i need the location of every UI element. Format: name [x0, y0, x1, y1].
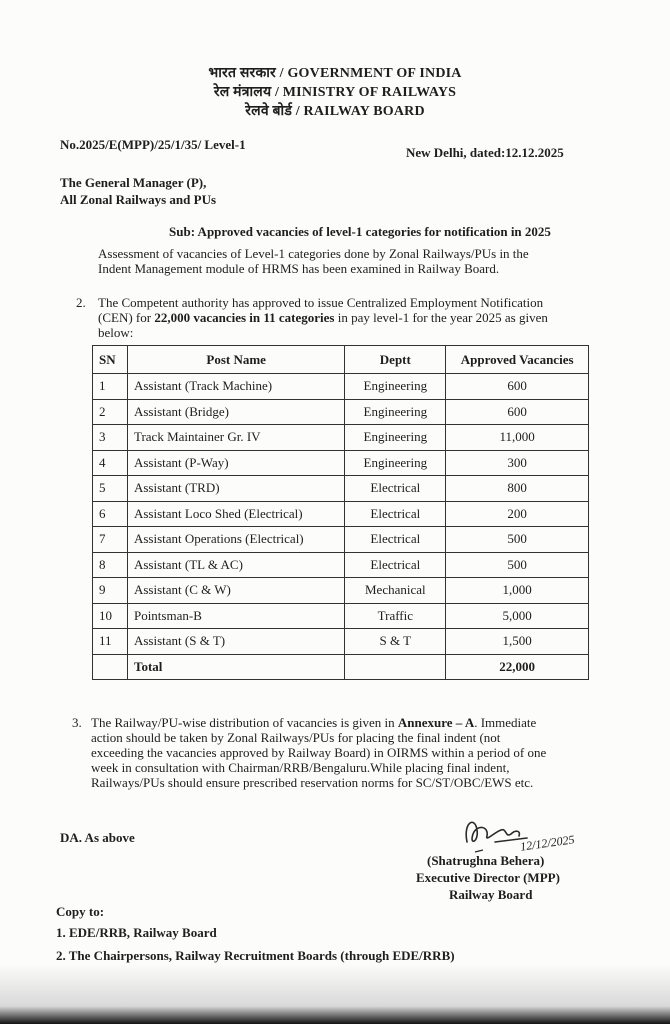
- row-vacancies: 11,000: [446, 425, 589, 451]
- row-post-name: Assistant (P-Way): [127, 450, 344, 476]
- paragraph-1-line-2: Indent Management module of HRMS has been examined in Railway Board.: [98, 261, 500, 276]
- paragraph-2-line-1: The Competent authority has approved to issue Centralized Employment Notification: [98, 295, 544, 310]
- row-sn: 8: [93, 552, 128, 578]
- row-deptt: Engineering: [345, 374, 446, 400]
- paragraph-3-line-1: [91, 715, 546, 730]
- row-deptt: Engineering: [345, 450, 446, 476]
- paragraph-2-line-2: [98, 310, 548, 325]
- paragraph-2-text: (CEN) for: [98, 310, 155, 325]
- row-post-name: Track Maintainer Gr. IV: [127, 425, 344, 451]
- table-row: [93, 603, 589, 629]
- table-row: [93, 450, 589, 476]
- subject-line: Sub: Approved vacancies of level-1 categories for notification in 2025: [169, 224, 551, 239]
- reference-number: No.2025/E(MPP)/25/1/35/ Level-1: [60, 137, 246, 152]
- row-vacancies: 5,000: [446, 603, 589, 629]
- row-sn: 11: [93, 629, 128, 655]
- row-deptt: Engineering: [345, 425, 446, 451]
- row-sn: 7: [93, 527, 128, 553]
- row-post-name: Assistant Operations (Electrical): [127, 527, 344, 553]
- row-post-name: Assistant (TRD): [127, 476, 344, 502]
- row-vacancies: 600: [446, 399, 589, 425]
- row-vacancies: 800: [446, 476, 589, 502]
- row-deptt: Mechanical: [345, 578, 446, 604]
- table-row: [93, 425, 589, 451]
- paragraph-3-text: The Railway/PU-wise distribution of vacancies is given in: [91, 715, 398, 730]
- row-sn: 3: [93, 425, 128, 451]
- row-post-name: Assistant (S & T): [127, 629, 344, 655]
- paragraph-3-text-end: . Immediate: [474, 715, 537, 730]
- row-sn: 9: [93, 578, 128, 604]
- table-row: [93, 501, 589, 527]
- table-row: [93, 399, 589, 425]
- header-board: रेलवे बोर्ड / RAILWAY BOARD: [245, 104, 425, 119]
- table-body: [93, 374, 589, 655]
- signatory-office: Railway Board: [449, 887, 533, 902]
- paragraph-1-line-1: Assessment of vacancies of Level-1 categories done by Zonal Railways/PUs in the: [98, 246, 529, 261]
- table-row: [93, 552, 589, 578]
- table-row: [93, 476, 589, 502]
- header-deptt: Deptt: [345, 346, 446, 374]
- signature-date: 12/12/2025: [519, 832, 576, 854]
- paragraph-3-number: 3.: [72, 715, 82, 730]
- total-dept-cell: [345, 654, 446, 680]
- header-post-name: Post Name: [127, 346, 344, 374]
- scan-shadow: [0, 964, 670, 1024]
- row-vacancies: 500: [446, 552, 589, 578]
- copy-to-heading: Copy to:: [56, 904, 105, 919]
- annexure-reference: Annexure – A: [397, 715, 475, 730]
- vacancies-table: [92, 345, 589, 680]
- row-deptt: Electrical: [345, 552, 446, 578]
- total-sn-cell: [93, 654, 128, 680]
- header-ministry: रेल मंत्रालय / MINISTRY OF RAILWAYS: [213, 85, 457, 100]
- enclosure-note: DA. As above: [60, 830, 135, 845]
- paragraph-2-number: 2.: [76, 295, 86, 310]
- paragraph-3-line-5: Railways/PUs should ensure prescribed reservation norms for SC/ST/OBC/EWS etc.: [91, 775, 534, 790]
- table-row: [93, 374, 589, 400]
- row-vacancies: 200: [446, 501, 589, 527]
- row-sn: 5: [93, 476, 128, 502]
- row-vacancies: 600: [446, 374, 589, 400]
- row-post-name: Assistant (C & W): [127, 578, 344, 604]
- row-vacancies: 1,500: [446, 629, 589, 655]
- addressee-line-1: The General Manager (P),: [60, 175, 207, 190]
- paragraph-3-line-2: action should be taken by Zonal Railways/PUs for placing the final indent (not: [91, 730, 501, 745]
- paragraph-3-line-3: exceeding the vacancies approved by Railway Board) in OIRMS within a period of one: [91, 745, 547, 760]
- paragraph-2: [98, 295, 548, 340]
- row-sn: 6: [93, 501, 128, 527]
- paragraph-3: [91, 715, 546, 790]
- row-vacancies: 300: [446, 450, 589, 476]
- table-row: [93, 527, 589, 553]
- paragraph-1: [98, 246, 529, 276]
- row-vacancies: 1,000: [446, 578, 589, 604]
- paragraph-2-text-end: in pay level-1 for the year 2025 as given: [334, 310, 548, 325]
- row-deptt: Traffic: [345, 603, 446, 629]
- row-sn: 1: [93, 374, 128, 400]
- row-sn: 2: [93, 399, 128, 425]
- row-deptt: Engineering: [345, 399, 446, 425]
- row-deptt: Electrical: [345, 501, 446, 527]
- row-sn: 10: [93, 603, 128, 629]
- table-total-row: [93, 654, 589, 680]
- addressee-line-2: All Zonal Railways and PUs: [60, 192, 217, 207]
- letter-date: New Delhi, dated:12.12.2025: [406, 145, 564, 160]
- signatory-designation: Executive Director (MPP): [416, 870, 560, 885]
- copy-to-item-2: 2. The Chairpersons, Railway Recruitment Boards (through EDE/RRB): [56, 948, 455, 963]
- row-post-name: Pointsman-B: [127, 603, 344, 629]
- total-value: 22,000: [446, 654, 589, 680]
- row-post-name: Assistant (Bridge): [127, 399, 344, 425]
- row-post-name: Assistant (Track Machine): [127, 374, 344, 400]
- table-row: [93, 578, 589, 604]
- row-sn: 4: [93, 450, 128, 476]
- total-label: Total: [127, 654, 344, 680]
- row-deptt: S & T: [345, 629, 446, 655]
- signatory-name: (Shatrughna Behera): [427, 853, 545, 868]
- table-row: [93, 629, 589, 655]
- row-deptt: Electrical: [345, 476, 446, 502]
- row-deptt: Electrical: [345, 527, 446, 553]
- copy-to-item-1: 1. EDE/RRB, Railway Board: [56, 925, 217, 940]
- row-post-name: Assistant Loco Shed (Electrical): [127, 501, 344, 527]
- paragraph-2-line-3: below:: [98, 325, 134, 340]
- paragraph-2-emphasis: 22,000 vacancies in 11 categories: [154, 310, 335, 325]
- header-sn: SN: [93, 346, 128, 374]
- paragraph-3-line-4: week in consultation with Chairman/RRB/Bengaluru.While placing final indent,: [91, 760, 510, 775]
- header-approved-vacancies: Approved Vacancies: [446, 346, 589, 374]
- table-header-row: [93, 346, 589, 374]
- header-government: भारत सरकार / GOVERNMENT OF INDIA: [208, 66, 462, 81]
- row-vacancies: 500: [446, 527, 589, 553]
- row-post-name: Assistant (TL & AC): [127, 552, 344, 578]
